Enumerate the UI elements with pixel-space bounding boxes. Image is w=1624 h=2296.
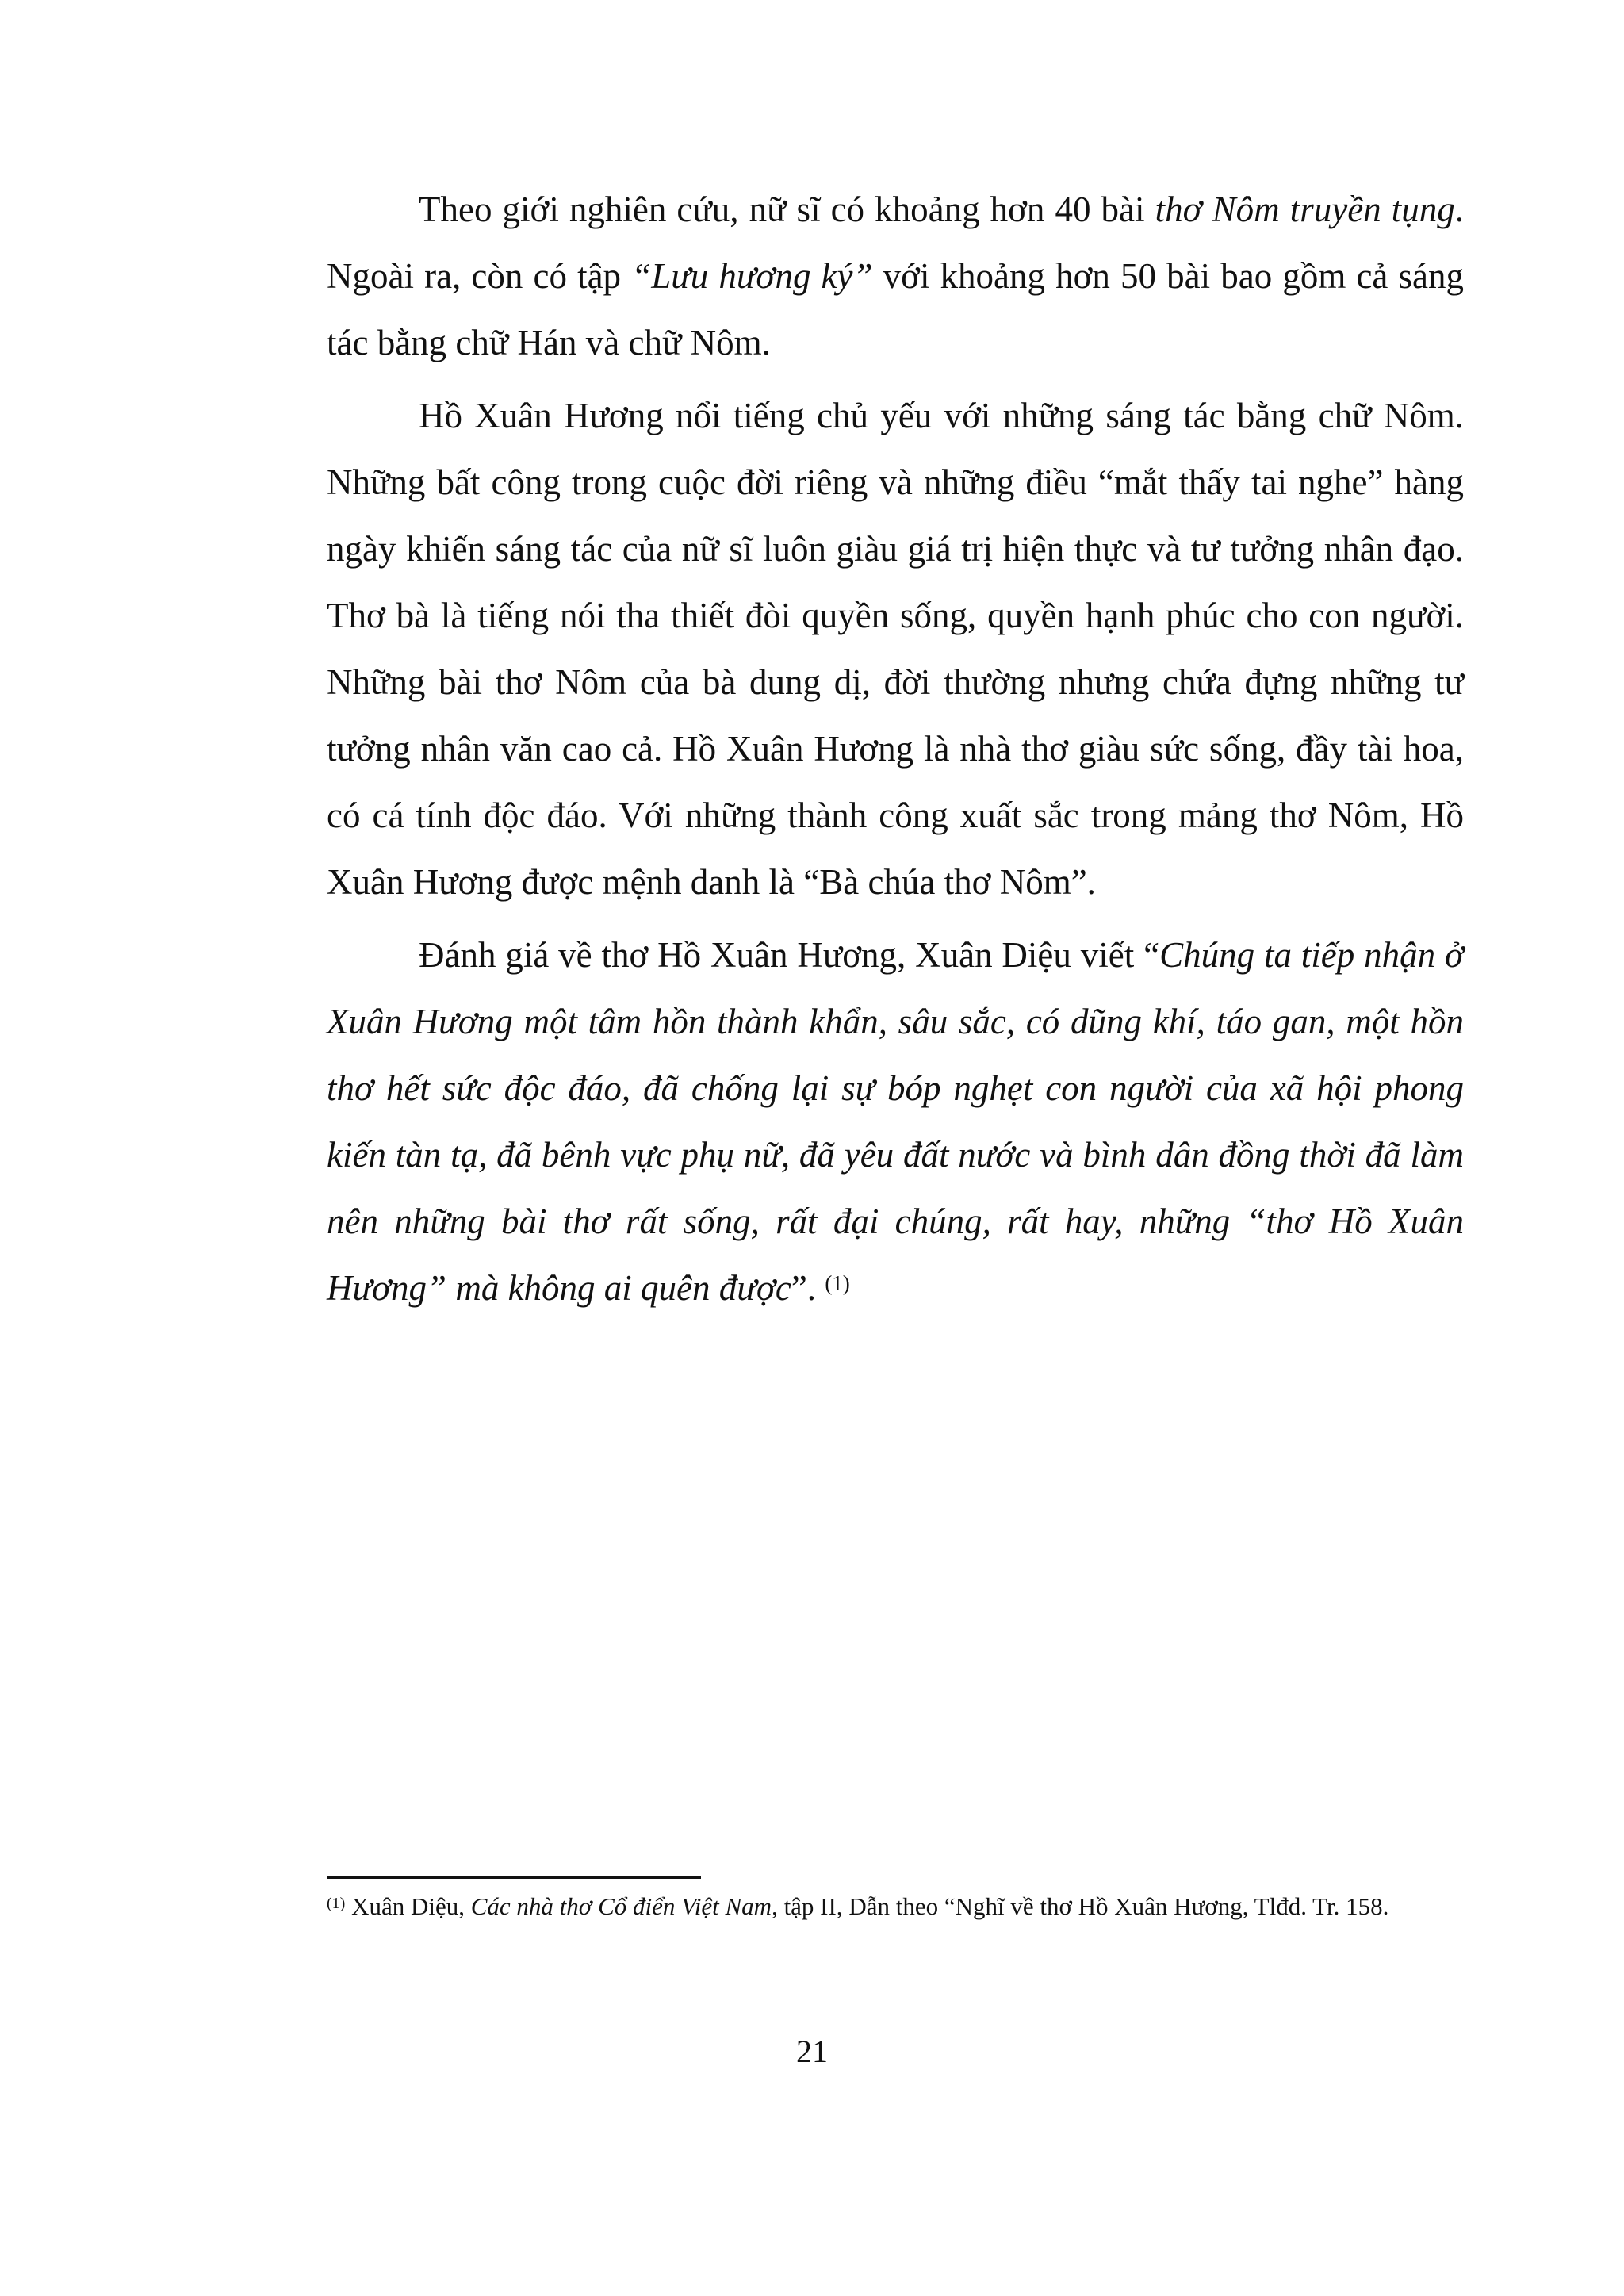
text-run: ”.: [791, 1268, 825, 1308]
text-run: Theo giới nghiên cứu, nữ sĩ có khoảng hơn 40 bài: [419, 190, 1155, 229]
page-number: 21: [796, 2033, 828, 2069]
text-run: với khoảng hơn 50 bài bao gồm cả sáng tác bằng chữ Hán và chữ Nôm.: [327, 256, 1464, 362]
footnote-separator: [327, 1876, 701, 1879]
body-text: [327, 176, 1464, 1328]
footnote-marker: (1): [327, 1895, 346, 1912]
footnote-text: Xuân Diệu,: [345, 1892, 471, 1920]
paragraph-1: [327, 176, 1464, 376]
paragraph-2: [327, 382, 1464, 915]
footnote-text: , tập II, Dẫn theo “Nghĩ về thơ Hồ Xuân Hương, Tlđd. Tr. 158.: [772, 1892, 1389, 1920]
footnote-reference[interactable]: (1): [825, 1271, 850, 1295]
text-run: Hồ Xuân Hương nổi tiếng chủ yếu với những sáng tác bằng chữ Nôm. Những bất công trong cuộc đời riêng và những điều “mắt thấy tai nghe” hàng ngày khiến sáng tác của nữ sĩ luôn giàu giá trị hiện thực và tư tưởng nhân đạo. Thơ bà là tiếng nói tha thiết đòi quyền sống, quyền hạnh phúc cho con người. Những bài thơ Nôm của bà dung dị, đời thường nhưng chứa đựng những tư tưởng nhân văn cao cả. Hồ Xuân Hương là nhà thơ giàu sức sống, đầy tài hoa, có cá tính độc đáo. Với những thành công xuất sắc trong mảng thơ Nôm, Hồ Xuân Hương được mệnh danh là “Bà chúa thơ Nôm”.: [327, 396, 1464, 902]
text-run-italic: “Lưu hương ký”: [631, 256, 873, 296]
text-run: Đánh giá về thơ Hồ Xuân Hương, Xuân Diệu viết “: [419, 935, 1160, 975]
text-run: . Ngoài ra, còn có tập: [327, 190, 1464, 296]
paragraph-3: [327, 922, 1464, 1321]
quote-italic: Chúng ta tiếp nhận ở Xuân Hương một tâm hồn thành khẩn, sâu sắc, có dũng khí, táo gan, một hồn thơ hết sức độc đáo, đã chống lại sự bóp nghẹt con người của xã hội phong kiến tàn tạ, đã bênh vực phụ nữ, đã yêu đất nước và bình dân đồng thời đã làm nên những bài thơ rất sống, rất đại chúng, rất hay, những “thơ Hồ Xuân Hương” mà không ai quên được: [327, 935, 1465, 1308]
footnote: [327, 1889, 1469, 1924]
text-run-italic: thơ Nôm truyền tụng: [1155, 190, 1455, 229]
footnote-book-title: Các nhà thơ Cổ điển Việt Nam: [470, 1892, 772, 1920]
